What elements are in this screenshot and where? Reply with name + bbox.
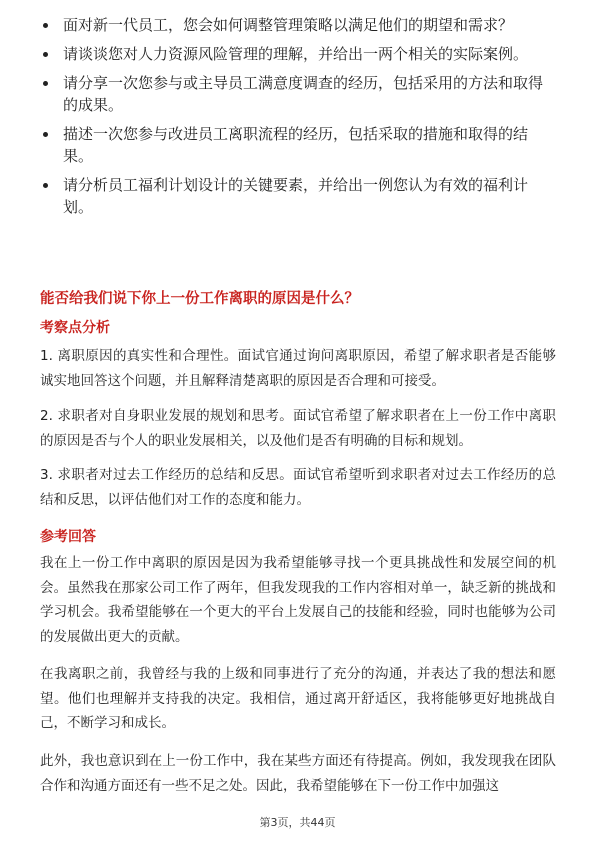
analysis-heading: 考察点分析	[40, 320, 110, 336]
analysis-point: 1. 离职原因的真实性和合理性。面试官通过询问离职原因，希望了解求职者是否能够诚实地回答这个问题，并且解释清楚离职的原因是否合理和可接受。	[40, 348, 556, 389]
bullet-text: 请分享一次您参与或主导员工满意度调查的经历，包括采用的方法和取得的成果。	[63, 74, 544, 114]
bullet-item	[40, 72, 555, 116]
bullet-dot-icon	[43, 132, 48, 137]
answer-paragraph: 此外，我也意识到在上一份工作中，我在某些方面还有待提高。例如，我发现我在团队合作和沟通方面还有一些不足之处。因此，我希望能够在下一份工作中加强这	[40, 753, 556, 794]
answer-paragraph: 我在上一份工作中离职的原因是因为我希望能够寻找一个更具挑战性和发展空间的机会。虽然我在那家公司工作了两年，但我发现我的工作内容相对单一，缺乏新的挑战和学习机会。我希望能够在一个更大的平台上发展自己的技能和经验，同时也能够为公司的发展做出更大的贡献。	[40, 555, 556, 645]
answer-paragraph: 在我离职之前，我曾经与我的上级和同事进行了充分的沟通，并表达了我的想法和愿望。他们也理解并支持我的决定。我相信，通过离开舒适区，我将能够更好地挑战自己，不断学习和成长。	[40, 666, 556, 731]
question-bullet-list	[40, 14, 555, 225]
analysis-point: 3. 求职者对过去工作经历的总结和反思。面试官希望听到求职者对过去工作经历的总结和反思，以评估他们对工作的态度和能力。	[40, 467, 556, 508]
bullet-text: 描述一次您参与改进员工离职流程的经历，包括采取的措施和取得的结果。	[63, 125, 529, 165]
bullet-item	[40, 174, 555, 218]
bullet-item	[40, 14, 555, 36]
bullet-text: 面对新一代员工，您会如何调整管理策略以满足他们的期望和需求？	[63, 16, 514, 34]
bullet-dot-icon	[43, 183, 48, 188]
bullet-dot-icon	[43, 52, 48, 57]
interview-question-heading: 能否给我们说下你上一份工作离职的原因是什么？	[40, 291, 359, 307]
bullet-dot-icon	[43, 81, 48, 86]
bullet-item	[40, 43, 555, 65]
bullet-text: 请分析员工福利计划设计的关键要素，并给出一例您认为有效的福利计划。	[63, 176, 529, 216]
analysis-point: 2. 求职者对自身职业发展的规划和思考。面试官希望了解求职者在上一份工作中离职的原因是否与个人的职业发展相关，以及他们是否有明确的目标和规划。	[40, 408, 556, 449]
bullet-item	[40, 123, 555, 167]
bullet-dot-icon	[43, 23, 48, 28]
answer-heading: 参考回答	[40, 529, 96, 545]
page-number: 第3页，共44页	[259, 816, 336, 829]
bullet-text: 请谈谈您对人力资源风险管理的理解，并给出一两个相关的实际案例。	[63, 45, 529, 63]
